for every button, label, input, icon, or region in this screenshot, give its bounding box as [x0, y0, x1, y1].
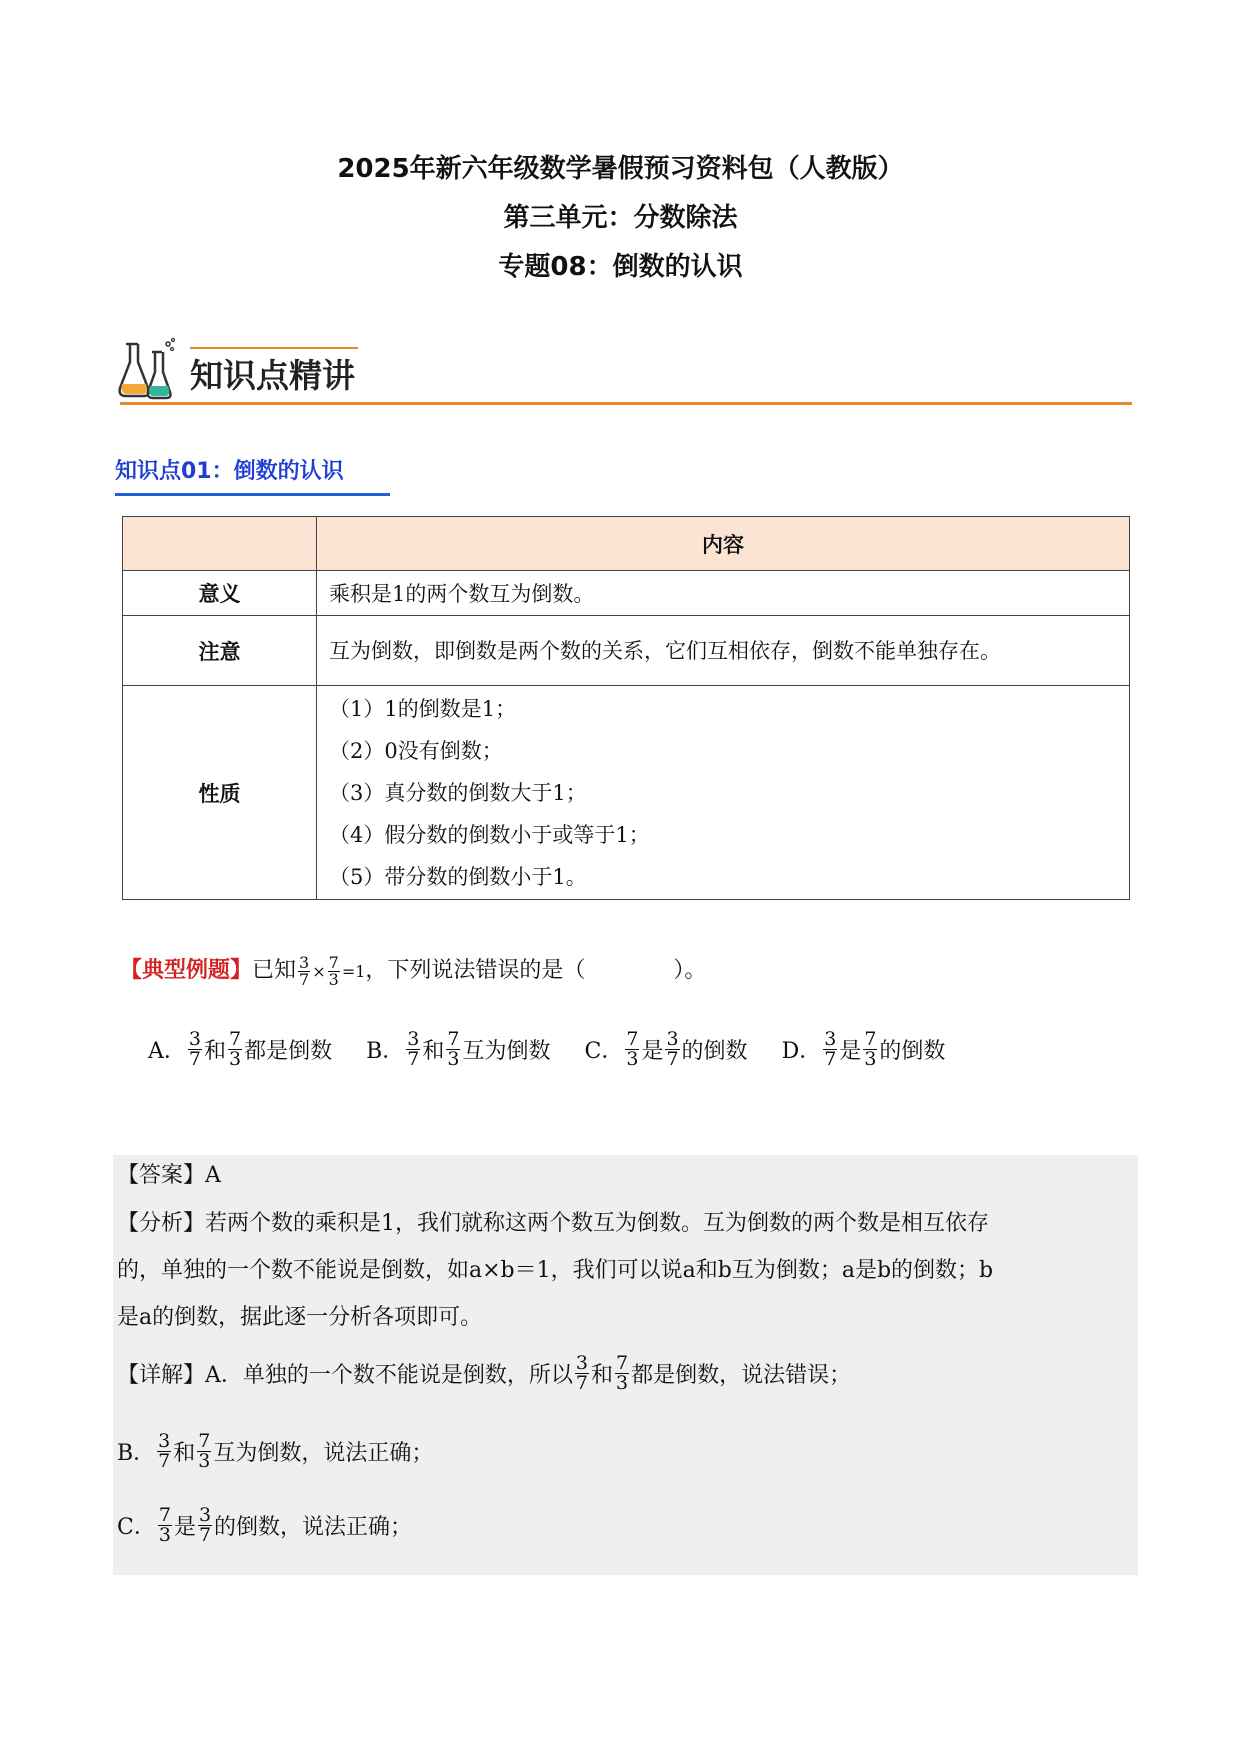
analysis-line: 是a的倒数，据此逐一分析各项即可。 — [117, 1305, 483, 1330]
property-item: （1）1的倒数是1； — [329, 696, 517, 721]
detail-a-line: 【详解】A．单独的一个数不能说是倒数，所以 $\frac{3}{7}$ 和 $\frac{7}{3}$ 都是倒数，说法错误； — [117, 1352, 852, 1394]
option-a: A． $\frac{3}{7}$ 和 $\frac{7}{3}$ 都是倒数 — [148, 1028, 333, 1070]
knowledge-point-underline — [115, 493, 390, 496]
answer-line: 【答案】A — [117, 1163, 221, 1188]
fraction: $\frac{7}{3}$ — [328, 952, 339, 989]
row-content — [317, 686, 1130, 900]
option-d: D． $\frac{3}{7}$ 是 $\frac{7}{3}$ 的倒数 — [781, 1028, 946, 1070]
document-title: 2025年新六年级数学暑假预习资料包（人教版） — [337, 154, 904, 184]
table-row — [123, 616, 1130, 686]
knowledge-point-title: 知识点01：倒数的认识 — [115, 459, 344, 484]
times-sign: × — [312, 962, 326, 981]
option-b: B． $\frac{3}{7}$ 和 $\frac{7}{3}$ 互为倒数 — [366, 1028, 551, 1070]
answer-options — [148, 1030, 979, 1069]
analysis-line: 的，单独的一个数不能说是倒数，如a×b＝1，我们可以说a和b互为倒数；a是b的倒数；b — [117, 1258, 994, 1283]
example-question — [120, 953, 706, 988]
property-item: （4）假分数的倒数小于或等于1； — [329, 822, 650, 847]
section-top-rule — [190, 347, 358, 349]
section-bottom-rule — [120, 402, 1132, 405]
unit-title: 第三单元：分数除法 — [503, 203, 738, 233]
knowledge-table — [122, 516, 1130, 900]
property-item: （2）0没有倒数； — [329, 738, 503, 763]
table-row — [123, 686, 1130, 900]
section-label: 知识点精讲 — [190, 356, 355, 395]
table-header-cell — [123, 517, 317, 571]
property-item: （3）真分数的倒数大于1； — [329, 780, 587, 805]
row-label: 意义 — [123, 571, 317, 616]
fraction: $\frac{3}{7}$ — [299, 952, 310, 989]
row-label: 性质 — [123, 686, 317, 900]
example-prefix: 已知 — [252, 958, 297, 983]
example-tag: 【典型例题】 — [120, 958, 253, 983]
document-titles — [0, 145, 1241, 292]
row-content: 互为倒数，即倒数是两个数的关系，它们互相依存，倒数不能单独存在。 — [317, 616, 1130, 686]
equals-one: =1 — [341, 962, 366, 981]
option-c: C． $\frac{7}{3}$ 是 $\frac{3}{7}$ 的倒数 — [584, 1028, 748, 1070]
property-item: （5）带分数的倒数小于1。 — [329, 864, 587, 889]
analysis-line: 【分析】若两个数的乘积是1，我们就称这两个数互为倒数。互为倒数的两个数是相互依存 — [117, 1211, 990, 1236]
detail-b-line: B． $\frac{3}{7}$ 和 $\frac{7}{3}$ 互为倒数，说法正确； — [117, 1430, 434, 1472]
section-heading — [116, 336, 1132, 406]
table-header-cell: 内容 — [317, 517, 1130, 571]
example-suffix: ，下列说法错误的是（ ）。 — [365, 958, 707, 983]
row-label: 注意 — [123, 616, 317, 686]
row-content: 乘积是1的两个数互为倒数。 — [317, 571, 1130, 616]
detail-c-line: C． $\frac{7}{3}$ 是 $\frac{3}{7}$ 的倒数，说法正确； — [117, 1504, 413, 1546]
topic-title: 专题08：倒数的认识 — [498, 252, 743, 282]
table-row — [123, 571, 1130, 616]
flask-icon — [116, 336, 178, 402]
table-header-row — [123, 517, 1130, 571]
